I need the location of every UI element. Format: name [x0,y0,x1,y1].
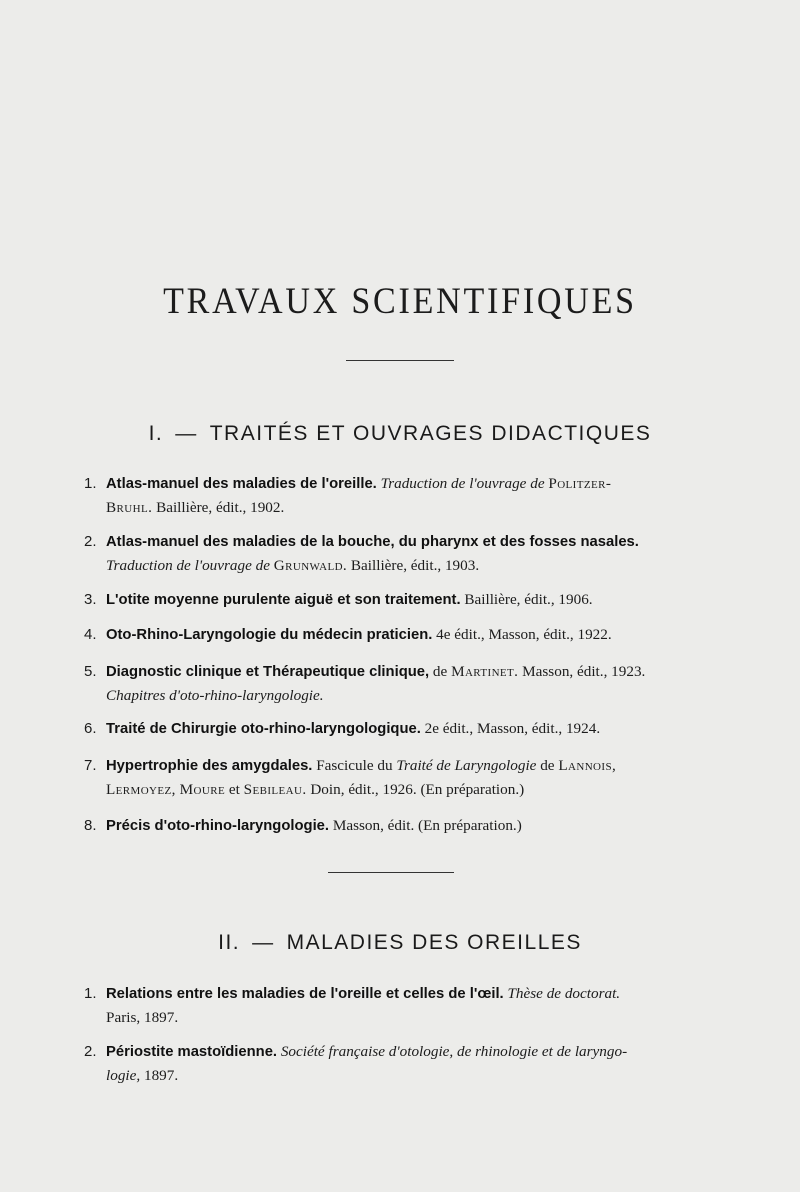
list-item [84,814,710,838]
item-title: L'otite moyenne purulente aiguë et son traitement. [106,592,461,608]
item-number: 7. [84,757,97,774]
item-pre: de [432,663,448,680]
item-publisher: 4e édit., Masson, édit., 1922. [436,626,612,643]
item-author: Sebileau. [243,781,307,798]
item-author: Lannois, [558,757,617,774]
list-item [84,660,710,708]
section-numeral: II. [218,931,241,954]
item-title: Précis d'oto-rhino-laryngologie. [106,818,330,834]
item-title: Relations entre les maladies de l'oreille et celles de l'œil. [106,986,504,1002]
item-title: Diagnostic clinique et Thérapeutique clinique, [106,664,430,680]
section-heading-2 [0,931,800,955]
item-title: Périostite mastoïdienne. [106,1044,278,1060]
item-publisher: 2e édit., Masson, édit., 1924. [424,720,601,737]
item-title: Atlas-manuel des maladies de la bouche, du pharynx et des fosses nasales. [106,534,639,550]
item-author: Bruhl. [106,499,153,516]
item-author: Martinet. [451,663,519,680]
item-title: Atlas-manuel des maladies de l'oreille. [106,476,377,492]
item-title: Traité de Chirurgie oto-rhino-laryngologique. [106,721,421,737]
item-publisher: 1897. [143,1067,179,1084]
section-heading-text: TRAITÉS ET OUVRAGES DIDACTIQUES [209,422,652,445]
item-author: Moure [179,781,226,798]
item-number: 5. [84,663,97,680]
item-publisher: Doin, édit., 1926. (En préparation.) [310,781,525,798]
item-number: 3. [84,591,97,608]
list-item [84,717,710,741]
section-dash: — [252,931,275,954]
page-title: TRAVAUX SCIENTIFIQUES [163,281,637,322]
item-and: et [228,781,240,798]
list-item [84,623,710,647]
list-item [84,588,710,612]
list-item [84,754,710,802]
item-number: 1. [84,985,97,1002]
item-italic: Traduction de l'ouvrage de [380,475,545,492]
item-publisher: Baillière, édit., 1906. [464,591,593,608]
item-italic: Thèse de doctorat. [507,985,621,1002]
section-rule [328,872,454,873]
item-title: Hypertrophie des amygdales. [106,758,313,774]
item-publisher: Paris, 1897. [106,1009,179,1026]
item-author: Politzer- [548,475,612,492]
list-item [84,472,710,520]
list-item [84,1040,710,1088]
list-item [84,982,710,1030]
item-publisher: Baillière, édit., 1902. [156,499,285,516]
item-mid: de [540,757,555,774]
list-item [84,530,710,578]
item-title: Oto-Rhino-Laryngologie du médecin praticien. [106,627,433,643]
item-pre: Fascicule du [316,757,393,774]
item-italic: Société française d'otologie, de rhinologie et de laryngo- [280,1043,628,1060]
item-number: 1. [84,475,97,492]
title-rule [346,360,454,361]
item-italic: Traité de Laryngologie [396,757,537,774]
item-italic: logie, [106,1067,141,1084]
item-author: Lermoyez, [106,781,176,798]
section-numeral: I. [148,422,164,445]
section-dash: — [175,422,198,445]
item-publisher: Masson, édit. (En préparation.) [332,817,522,834]
item-publisher: Masson, édit., 1923. [522,663,646,680]
item-number: 2. [84,1043,97,1060]
item-number: 6. [84,720,97,737]
item-author: Grunwald. [273,557,348,574]
item-number: 4. [84,626,97,643]
item-number: 2. [84,533,97,550]
item-italic: Chapitres d'oto-rhino-laryngologie. [106,687,324,704]
section-heading-text: MALADIES DES OREILLES [286,931,582,954]
item-italic: Traduction de l'ouvrage de [106,557,270,574]
section-heading-1 [0,422,800,446]
item-publisher: Baillière, édit., 1903. [350,557,480,574]
item-number: 8. [84,817,97,834]
